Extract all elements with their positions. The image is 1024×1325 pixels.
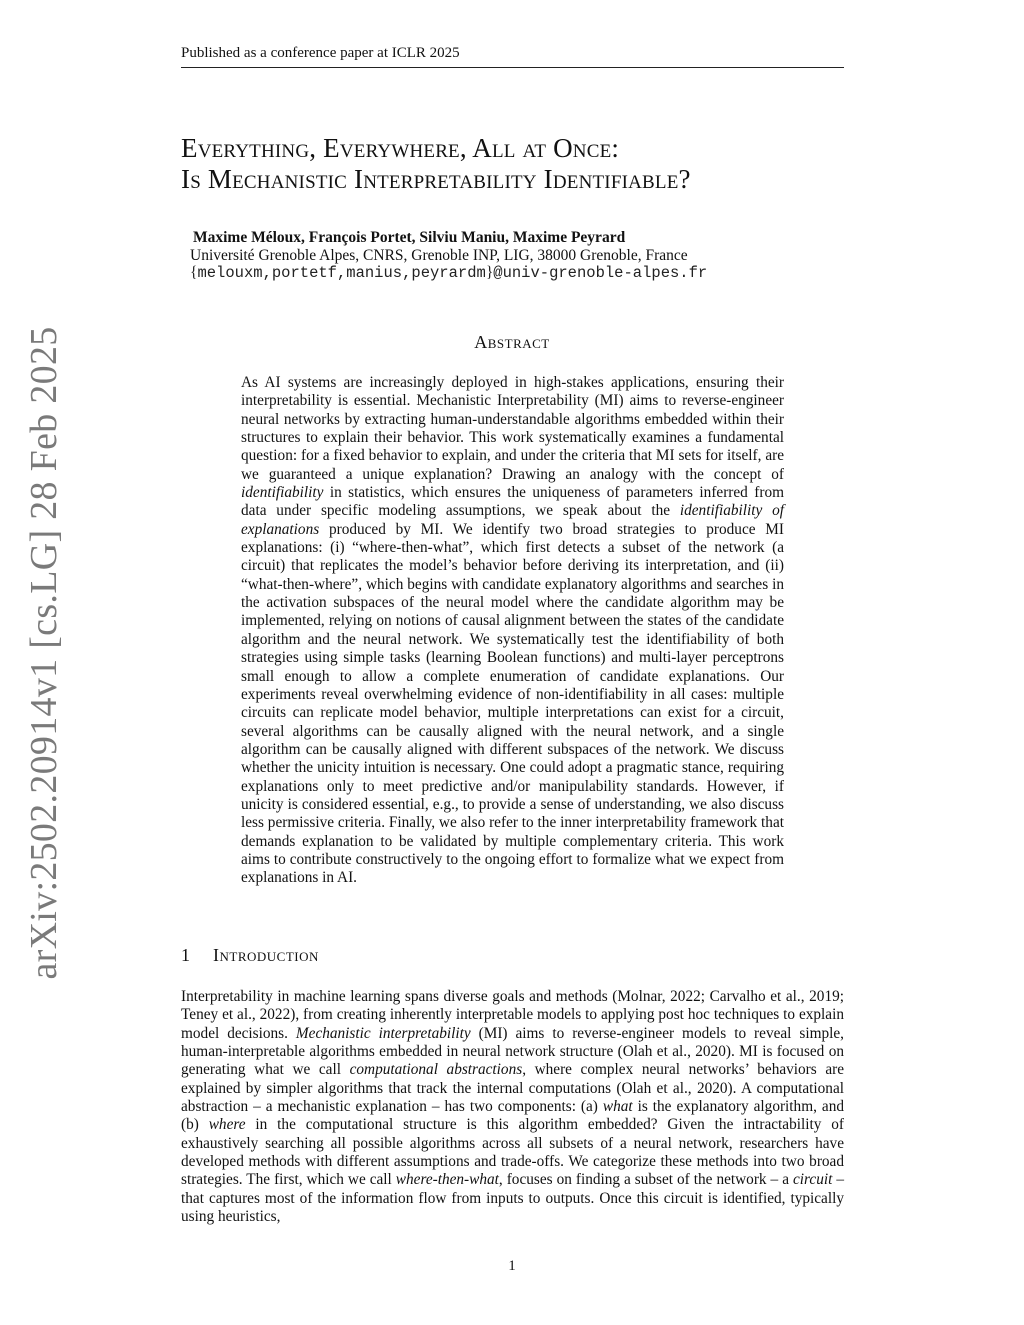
intro-em-4: where: [208, 1116, 246, 1134]
intro-text-4: is the explanatory algorithm, and (b): [181, 1098, 844, 1134]
intro-text-6: , focuses on finding a subset of the network – a: [498, 1171, 793, 1189]
abstract-em-identifiability-explanations: identifiability of explanations: [241, 502, 785, 538]
intro-text-5: in the computational structure is this algorithm embedded? Given the intractability of exhaustively searching all possible algorithms across all subsets of a neural network, researchers have developed methods with different assumptions and trade-offs. We categorize these methods into two broad strategies. The first, which we call: [181, 1116, 845, 1189]
author-list: Maxime Méloux, François Portet, Silviu Maniu, Maxime Peyrard: [193, 229, 626, 246]
intro-text-2: (MI) aims to reverse-engineer models to reveal simple, human-interpretable algorithms embedded in neural network structure (Olah et al., 2020). MI is focused on generating what we call: [181, 1024, 844, 1079]
page-number: 1: [508, 1258, 516, 1274]
abstract-text-3: produced by MI. We identify two broad strategies to produce MI explanations: (i) “where-then-what”, which first detects a subset of the network (a circuit) that replicates the model’s behavior before deriving its interpretation, and (ii) “what-then-where”, which begins with candidate explanatory algorithms and searches in the activation subspaces of the neural model where the candidate algorithm may be implemented, relying on notions of causal alignment between the states of the candidate algorithm and the neural network. We systematically test the identifiability of both strategies using simple tasks (learning Boolean functions) and multi-layer perceptrons small enough to allow a complete enumeration of candidate explanations. Our experiments reveal overwhelming evidence of non-identifiability in all cases: multiple circuits can replicate model behavior, multiple interpretations can exist for a circuit, several algorithms can be causally aligned with the neural network, and a single algorithm can be causally aligned with different subspaces of the network. We discuss whether the unicity intuition is necessary. One could adopt a pragmatic stance, requiring explanations only to meet predictive and/or manipulability standards. However, if unicity is considered essential, e.g., to provide a sense of understanding, we also discuss less permissive criteria. Finally, we also refer to the inner interpretability framework that demands explanation to be validated by multiple complementary criteria. This work aims to contribute constructively to the ongoing effort to formalize what we expect from explanations in AI.: [241, 520, 784, 887]
intro-em-6: circuit: [792, 1171, 833, 1189]
email-domain: @univ-grenoble-alpes.fr: [493, 264, 708, 282]
arxiv-stamp-text: arXiv:2502.20914v1 [cs.LG] 28 Feb 2025: [23, 325, 65, 980]
running-header: Published as a conference paper at ICLR 2025: [181, 44, 844, 68]
email-brace-close: }: [485, 264, 494, 281]
abstract-heading: Abstract: [474, 332, 550, 352]
section-number: 1: [181, 945, 190, 965]
paper-title-line-2: Is Mechanistic Interpretability Identifiable?: [181, 164, 691, 194]
intro-text-7: – that captures most of the information flow from inputs to outputs. Once this circuit is identified, typically using heuristics,: [181, 1171, 844, 1226]
section-heading-introduction: [181, 945, 319, 966]
intro-em-1: Mechanistic interpretability: [295, 1024, 471, 1042]
email-usernames: melouxm,portetf,manius,peyrardm: [197, 264, 486, 282]
section-title: Introduction: [213, 945, 319, 965]
abstract-em-identifiability: identifiability: [241, 484, 324, 502]
intro-em-5: where-then-what: [395, 1171, 499, 1189]
abstract-text-2: in statistics, which ensures the uniqueness of parameters inferred from data under specific modeling assumptions, we speak about the: [241, 484, 784, 520]
abstract-text-1: As AI systems are increasingly deployed in high-stakes applications, ensuring their interpretability is essential. Mechanistic Interpretability (MI) aims to reverse-engineer neural networks by extracting human-understandable algorithms embedded within their structures to explain their behavior. This work systematically examines a fundamental question: for a fixed behavior to explain, and under the criteria that MI sets for itself, are we guaranteed a unique explanation? Drawing an analogy with the concept of: [241, 374, 784, 483]
intro-text-3: , where complex neural networks’ behaviors are explained by simpler algorithms that track the internal computations (Olah et al., 2020). A computational abstraction – a mechanistic explanation – has two components: (a): [181, 1061, 844, 1116]
intro-em-2: computational abstractions: [349, 1061, 523, 1079]
paper-title: [181, 133, 881, 195]
introduction-body: [181, 988, 844, 1226]
email-brace-open: {: [190, 264, 198, 281]
affiliation: Université Grenoble Alpes, CNRS, Grenoble INP, LIG, 38000 Grenoble, France: [190, 247, 688, 264]
author-emails: [190, 264, 707, 282]
arxiv-stamp: [14, 325, 74, 980]
intro-text-1: Interpretability in machine learning spans diverse goals and methods (Molnar, 2022; Carvalho et al., 2019; Teney et al., 2022), from creating inherently interpretable models to applying post hoc techniques to explain model decisions.: [181, 988, 844, 1042]
paper-title-line-1: Everything, Everywhere, All at Once:: [181, 133, 620, 163]
intro-em-3: what: [602, 1098, 633, 1116]
abstract-body: [241, 374, 784, 888]
